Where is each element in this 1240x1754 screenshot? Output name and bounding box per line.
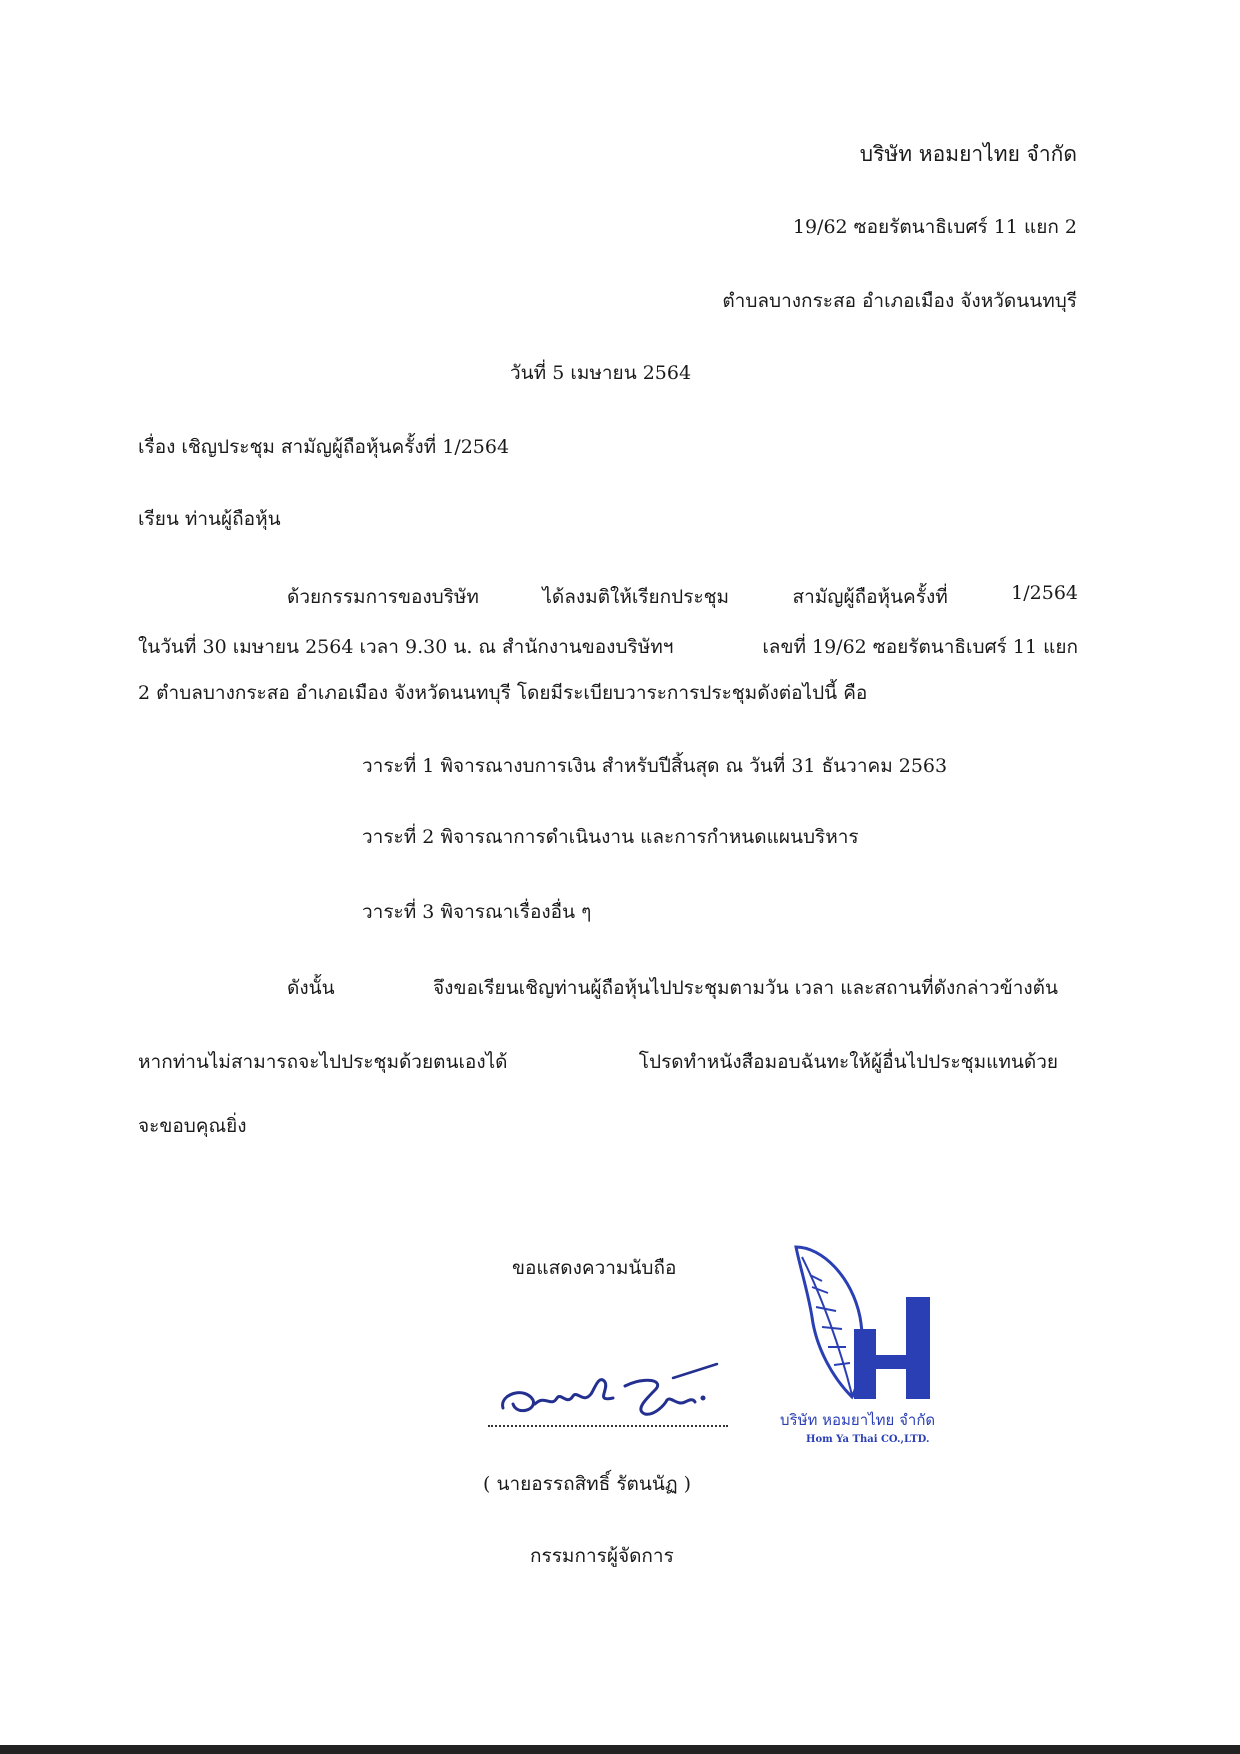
p1-l2-part-1: ในวันที่ 30 เมษายน 2564 เวลา 9.30 น. ณ สำนักงานของบริษัทฯ: [138, 636, 674, 658]
closing-regards: ขอแสดงความนับถือ: [512, 1257, 677, 1279]
stamp-name-th: บริษัท หอมยาไทย จำกัด: [780, 1411, 936, 1429]
p2-l1-part-1: ดังนั้น: [287, 977, 335, 999]
paragraph-2-line-1: [287, 973, 1058, 1003]
signature-line: [488, 1425, 728, 1427]
signer-title: กรรมการผู้จัดการ: [530, 1545, 674, 1567]
agenda-item-3: วาระที่ 3 พิจารณาเรื่องอื่น ๆ: [362, 901, 592, 923]
p2-l1-part-2: จึงขอเรียนเชิญท่านผู้ถือหุ้นไปประชุมตามวัน เวลา และสถานที่ดังกล่าวข้างต้น: [433, 977, 1058, 999]
p1-l1-part-2: ได้ลงมติให้เรียกประชุม: [542, 586, 730, 608]
letter-salutation: เรียน ท่านผู้ถือหุ้น: [138, 508, 281, 530]
agenda-item-1: วาระที่ 1 พิจารณางบการเงิน สำหรับปีสิ้นสุด ณ วันที่ 31 ธันวาคม 2563: [362, 755, 948, 777]
paragraph-1-line-2: [138, 632, 1078, 662]
handwritten-signature: [495, 1360, 725, 1430]
agenda-item-2: วาระที่ 2 พิจารณาการดำเนินงาน และการกำหนดแผนบริหาร: [362, 826, 859, 848]
paragraph-2-line-3: จะขอบคุณยิ่ง: [138, 1115, 247, 1137]
scan-bottom-edge: [0, 1745, 1240, 1754]
p1-l2-part-2: เลขที่ 19/62 ซอยรัตนาธิเบศร์ 11 แยก: [762, 636, 1078, 658]
company-name: บริษัท หอมยาไทย จำกัด: [859, 142, 1077, 166]
letter-subject: เรื่อง เชิญประชุม สามัญผู้ถือหุ้นครั้งที่ 1/2564: [138, 436, 510, 458]
paragraph-2-line-2: [138, 1047, 1058, 1077]
p1-l1-part-1: ด้วยกรรมการของบริษัท: [287, 586, 479, 608]
paragraph-1-line-3: 2 ตำบลบางกระสอ อำเภอเมือง จังหวัดนนทบุรี โดยมีระเบียบวาระการประชุมดังต่อไปนี้ คือ: [138, 682, 868, 704]
p1-l1-part-3: สามัญผู้ถือหุ้นครั้งที่: [792, 586, 948, 608]
signer-name: ( นายอรรถสิทธิ์ รัตนนัฏ ): [483, 1473, 692, 1495]
p1-l1-part-4: 1/2564: [1011, 582, 1078, 604]
company-address-line-2: ตำบลบางกระสอ อำเภอเมือง จังหวัดนนทบุรี: [722, 290, 1077, 312]
stamp-name-en: Hom Ya Thai CO.,LTD.: [806, 1434, 930, 1445]
p2-l2-part-2: โปรดทำหนังสือมอบฉันทะให้ผู้อื่นไปประชุมแทนด้วย: [638, 1051, 1058, 1073]
paragraph-1-line-1: [287, 582, 1078, 612]
company-logo-stamp: [782, 1237, 942, 1407]
letter-date: วันที่ 5 เมษายน 2564: [510, 362, 692, 384]
company-address-line-1: 19/62 ซอยรัตนาธิเบศร์ 11 แยก 2: [792, 216, 1077, 238]
p2-l2-part-1: หากท่านไม่สามารถจะไปประชุมด้วยตนเองได้: [138, 1051, 508, 1073]
